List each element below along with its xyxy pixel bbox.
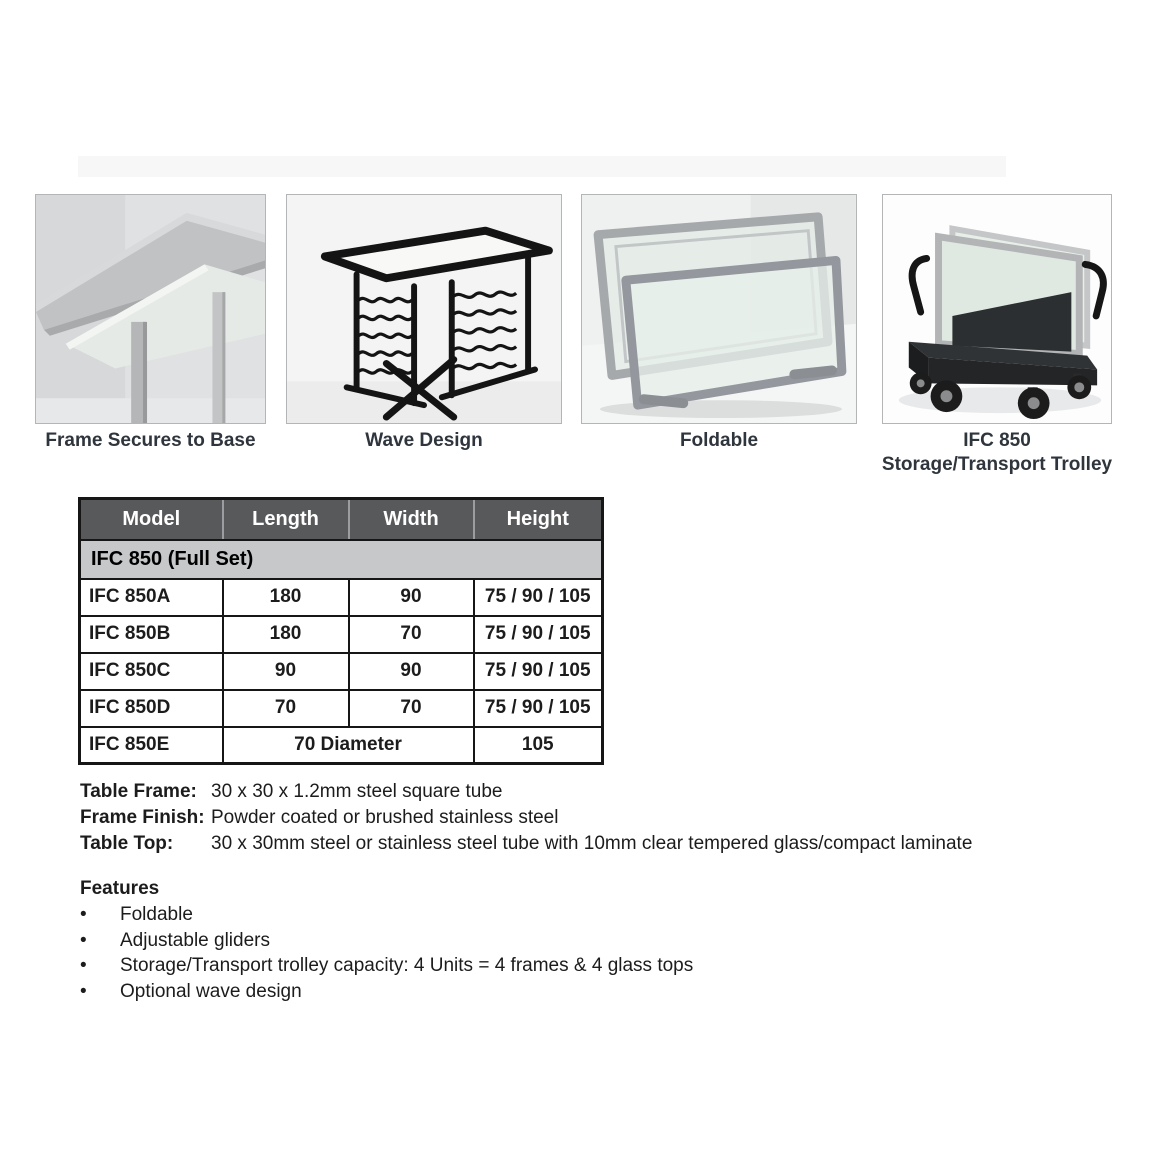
cell-height: 75 / 90 / 105 [474,616,603,653]
column-header-width: Width [349,499,474,540]
caption-line: Foldable [679,430,759,451]
bullet-glyph: • [80,904,87,925]
product-image-wave-design [286,194,562,424]
caption-line: IFC 850 [963,430,1031,451]
table-row [80,579,603,616]
spec-line-table-frame [80,779,972,805]
spec-details [80,779,972,857]
cell-width: 70 [349,616,474,653]
group-header-label: IFC 850 (Full Set) [80,540,603,579]
column-header-length: Length [223,499,349,540]
caption-ifc-850-trolley [862,429,1132,477]
spec-table [78,497,604,765]
cell-length: 180 [223,579,349,616]
product-image-foldable [581,194,857,424]
caption-line: Wave Design [365,430,483,451]
frame-corner-illustration [36,195,265,423]
cell-width: 90 [349,653,474,690]
caption-foldable [581,429,857,453]
cell-model: IFC 850D [80,690,223,727]
spec-label: Frame Finish: [80,807,205,828]
product-image-frame-secures-to-base [35,194,266,424]
list-item [80,902,693,928]
cell-model: IFC 850B [80,616,223,653]
cell-width: 70 [349,690,474,727]
column-header-model: Model [80,499,223,540]
cell-height: 105 [474,727,603,764]
list-item [80,928,693,954]
spec-table-header-row [80,499,603,540]
cell-length: 180 [223,616,349,653]
storage-trolley-illustration [883,195,1111,423]
list-item [80,953,693,979]
spec-table-group-row [80,540,603,579]
spec-value: 30 x 30mm steel or stainless steel tube with 10mm clear tempered glass/compact laminate [211,833,973,854]
spec-value: Powder coated or brushed stainless steel [211,807,559,828]
caption-line: Frame Secures to Base [45,430,256,451]
column-header-height: Height [474,499,603,540]
feature-text: Foldable [120,904,193,925]
table-row [80,616,603,653]
list-item [80,979,693,1005]
product-image-ifc-850-trolley [882,194,1112,424]
cell-length: 70 [223,690,349,727]
table-row [80,727,603,764]
spec-label: Table Frame: [80,781,197,802]
spec-line-table-top [80,831,972,857]
bullet-glyph: • [80,955,87,977]
faint-header-band [78,156,1006,177]
spec-value: 30 x 30 x 1.2mm steel square tube [211,781,503,802]
feature-text: Storage/Transport trolley capacity: 4 Units = 4 frames & 4 glass tops [120,955,694,977]
cell-model: IFC 850A [80,579,223,616]
caption-line: Storage/Transport Trolley [881,454,1113,475]
feature-text: Optional wave design [120,980,302,1002]
feature-text: Adjustable gliders [120,929,270,951]
features-heading: Features [80,878,160,899]
bullet-glyph: • [80,980,87,1002]
wave-table-illustration [287,195,561,423]
spec-line-frame-finish [80,805,972,831]
bullet-glyph: • [80,929,87,951]
spec-label: Table Top: [80,833,174,854]
caption-frame-secures-to-base [35,429,266,453]
cell-height: 75 / 90 / 105 [474,653,603,690]
table-row [80,653,603,690]
cell-model: IFC 850E [80,727,223,764]
cell-length: 90 [223,653,349,690]
caption-wave-design [286,429,562,453]
cell-height: 75 / 90 / 105 [474,690,603,727]
cell-height: 75 / 90 / 105 [474,579,603,616]
cell-length-width-span: 70 Diameter [223,727,474,764]
cell-width: 90 [349,579,474,616]
features-section [80,876,693,1004]
folded-frames-illustration [582,195,856,423]
cell-model: IFC 850C [80,653,223,690]
table-row [80,690,603,727]
